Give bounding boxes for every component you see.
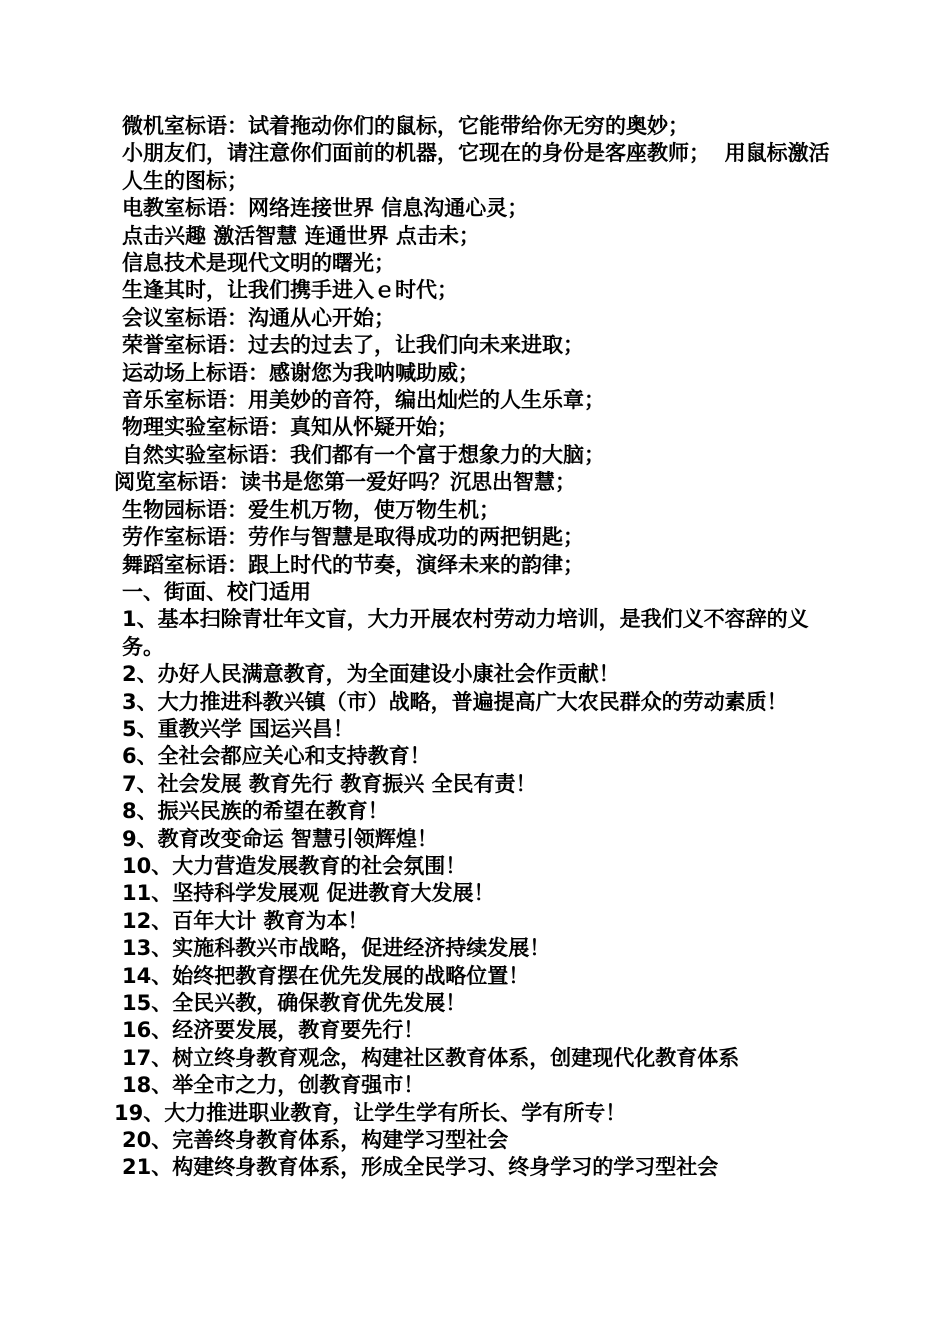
text-line: 劳作室标语：劳作与智慧是取得成功的两把钥匙；: [122, 525, 584, 550]
text-line: 舞蹈室标语：跟上时代的节奏，演绎未来的韵律；: [122, 552, 584, 577]
text-line: 点击兴趣 激活智慧 连通世界 点击未；: [122, 223, 480, 248]
text-line: 6、全社会都应关心和支持教育！: [122, 744, 431, 769]
text-line: 微机室标语：试着拖动你们的鼠标，它能带给你无穷的奥妙；: [122, 114, 689, 138]
text-line: 20、完善终身教育体系，构建学习型社会: [122, 1128, 509, 1153]
text-line: 运动场上标语：感谢您为我呐喊助威；: [122, 360, 479, 385]
text-line: 物理实验室标语：真知从怀疑开始；: [122, 415, 458, 440]
text-line: 生逢其时，让我们携手进入ｅ时代；: [122, 278, 458, 303]
text-line: 生物园标语：爱生机万物，使万物生机；: [122, 497, 500, 522]
text-line: 小朋友们，请注意你们面前的机器，它现在的身份是客座教师； 用鼠标激活人生的图标；: [122, 141, 830, 193]
text-line: 9、教育改变命运 智慧引领辉煌！: [122, 826, 438, 851]
text-line: 音乐室标语：用美妙的音符，编出灿烂的人生乐章；: [122, 388, 605, 413]
text-line: 17、树立终身教育观念，构建社区教育体系，创建现代化教育体系: [122, 1045, 740, 1070]
document-body: [114, 113, 836, 1182]
text-line: 自然实验室标语：我们都有一个富于想象力的大脑；: [122, 442, 605, 467]
text-line: 电教室标语：网络连接世界 信息沟通心灵；: [122, 196, 529, 221]
text-line: 一、街面、校门适用: [122, 579, 311, 604]
text-line: 14、始终把教育摆在优先发展的战略位置！: [122, 963, 530, 988]
text-line: 信息技术是现代文明的曙光；: [122, 251, 395, 276]
text-line: 阅览室标语：读书是您第一爱好吗？沉思出智慧；: [114, 470, 576, 495]
text-line: 21、构建终身教育体系，形成全民学习、终身学习的学习型社会: [122, 1155, 719, 1180]
text-line: 11、坚持科学发展观 促进教育大发展！: [122, 881, 495, 906]
text-line: 7、社会发展 教育先行 教育振兴 全民有责！: [122, 771, 537, 796]
text-line: 12、百年大计 教育为本！: [122, 908, 369, 933]
text-line: 2、办好人民满意教育，为全面建设小康社会作贡献！: [122, 662, 620, 687]
text-line: 15、全民兴教，确保教育优先发展！: [122, 991, 467, 1015]
text-line: 16、经济要发展，教育要先行！: [122, 1018, 425, 1043]
text-line: 1、基本扫除青壮年文盲，大力开展农村劳动力培训，是我们义不容辞的义务。: [122, 607, 809, 659]
text-line: 8、振兴民族的希望在教育！: [122, 799, 389, 824]
text-line: 18、举全市之力，创教育强市！: [122, 1073, 425, 1098]
text-line: 13、实施科教兴市战略，促进经济持续发展！: [122, 936, 551, 961]
text-line: 荣誉室标语：过去的过去了，让我们向未来进取；: [122, 333, 584, 358]
text-line: 19、大力推进职业教育，让学生学有所长、学有所专！: [114, 1100, 627, 1125]
text-line: 5、重教兴学 国运兴昌！: [122, 716, 354, 741]
text-line: 会议室标语：沟通从心开始；: [122, 305, 395, 330]
text-line: 3、大力推进科教兴镇（市）战略，普遍提高广大农民群众的劳动素质！: [122, 689, 788, 714]
text-line: 10、大力营造发展教育的社会氛围！: [122, 853, 467, 878]
